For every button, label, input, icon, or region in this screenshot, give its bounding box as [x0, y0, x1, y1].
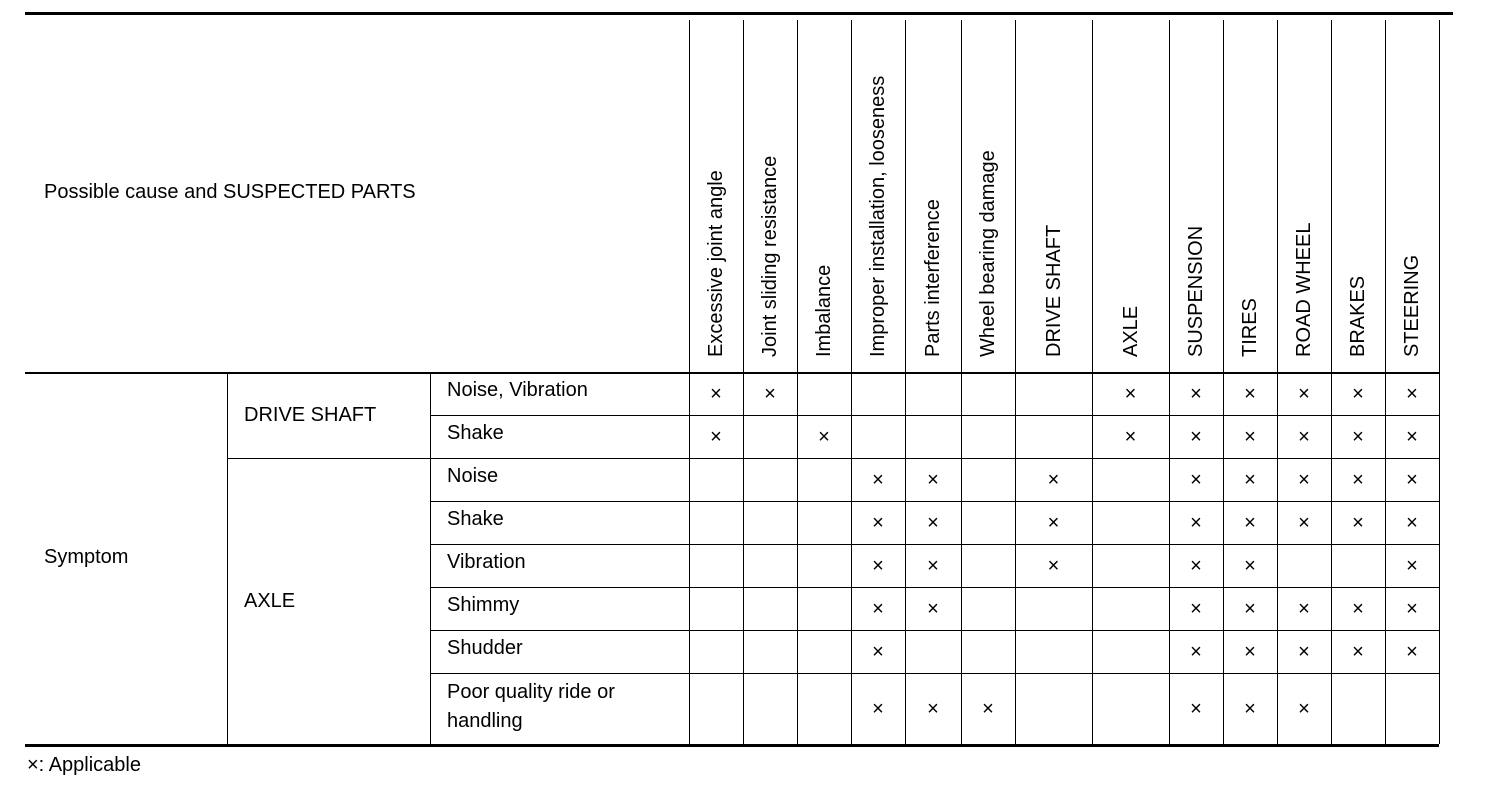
- mark-column-divider: [743, 20, 744, 744]
- applicable-mark: ×: [982, 697, 994, 720]
- symptom-label: Symptom: [44, 546, 129, 568]
- header-bottom-rule: [25, 372, 1439, 374]
- applicable-mark: ×: [1124, 425, 1137, 448]
- mark-column-divider: [1331, 20, 1332, 744]
- applicable-mark: ×: [1406, 511, 1418, 534]
- applicable-mark: ×: [1190, 468, 1202, 491]
- applicable-mark: ×: [764, 382, 776, 405]
- row-divider: [430, 630, 1439, 631]
- applicable-mark: ×: [1190, 697, 1202, 720]
- applicable-mark: ×: [1298, 468, 1310, 491]
- mark-column-divider: [1169, 20, 1170, 744]
- row-label: Noise: [447, 465, 499, 487]
- group-divider: [227, 458, 430, 459]
- applicable-mark: ×: [1047, 554, 1060, 577]
- row-divider: [430, 501, 1439, 502]
- applicable-mark: ×: [1352, 640, 1364, 663]
- mark-column-divider: [1223, 20, 1224, 744]
- applicable-mark: ×: [927, 468, 939, 491]
- mark-column-divider: [905, 20, 906, 744]
- applicable-mark: ×: [818, 425, 830, 448]
- row-label: Shake: [447, 422, 504, 444]
- applicable-mark: ×: [927, 597, 939, 620]
- applicable-mark: ×: [872, 468, 884, 491]
- applicable-mark: ×: [927, 697, 939, 720]
- applicable-mark: ×: [1298, 382, 1310, 405]
- row-divider: [430, 415, 1439, 416]
- applicable-mark: ×: [1047, 511, 1060, 534]
- applicable-mark: ×: [1352, 468, 1364, 491]
- applicable-mark: ×: [1124, 382, 1137, 405]
- column-header: Wheel bearing damage: [977, 150, 999, 357]
- applicable-mark: ×: [1298, 425, 1310, 448]
- column-header: Excessive joint angle: [705, 170, 727, 357]
- applicable-mark: ×: [1244, 597, 1256, 620]
- column-header: Imbalance: [813, 264, 835, 357]
- table-header-label: Possible cause and SUSPECTED PARTS: [44, 181, 416, 203]
- applicable-mark: ×: [1190, 640, 1202, 663]
- column-header: Improper installation, looseness: [867, 75, 889, 357]
- applicable-mark: ×: [1190, 511, 1202, 534]
- applicable-mark: ×: [872, 554, 884, 577]
- column-header: Joint sliding resistance: [759, 155, 781, 357]
- row-label: Shudder: [447, 637, 523, 659]
- applicable-mark: ×: [927, 554, 939, 577]
- row-label: Shake: [447, 508, 504, 530]
- applicable-mark: ×: [1298, 511, 1310, 534]
- mark-column-divider: [689, 20, 690, 744]
- applicable-mark: ×: [1244, 697, 1256, 720]
- applicable-mark: ×: [872, 697, 884, 720]
- applicable-mark: ×: [1190, 597, 1202, 620]
- applicable-mark: ×: [1244, 382, 1256, 405]
- applicable-mark: ×: [1406, 554, 1418, 577]
- applicable-mark: ×: [1190, 554, 1202, 577]
- mark-column-divider: [1015, 20, 1016, 744]
- applicable-mark: ×: [1190, 382, 1202, 405]
- applicable-mark: ×: [710, 425, 722, 448]
- column-header: AXLE: [1119, 305, 1142, 357]
- mark-column-divider: [1092, 20, 1093, 744]
- applicable-mark: ×: [1244, 511, 1256, 534]
- applicable-mark: ×: [1298, 640, 1310, 663]
- applicable-mark: ×: [1298, 697, 1310, 720]
- applicable-mark: ×: [1352, 511, 1364, 534]
- mark-column-divider: [1439, 20, 1440, 744]
- applicable-mark: ×: [1244, 554, 1256, 577]
- row-divider: [430, 544, 1439, 545]
- column-header: Parts interference: [922, 199, 944, 357]
- mark-column-divider: [961, 20, 962, 744]
- column-header: SUSPENSION: [1185, 225, 1207, 357]
- applicable-mark: ×: [1406, 382, 1418, 405]
- mark-column-divider: [797, 20, 798, 744]
- applicable-mark: ×: [1047, 468, 1060, 491]
- applicable-mark: ×: [1406, 597, 1418, 620]
- applicable-mark: ×: [1244, 468, 1256, 491]
- legend: ×: Applicable: [27, 754, 141, 776]
- column-header: STEERING: [1401, 254, 1423, 357]
- group-label: DRIVE SHAFT: [244, 404, 377, 426]
- row-divider: [430, 587, 1439, 588]
- column-header: TIRES: [1239, 298, 1261, 357]
- applicable-mark: ×: [1352, 597, 1364, 620]
- applicable-mark: ×: [1406, 425, 1418, 448]
- applicable-mark: ×: [872, 640, 884, 663]
- group-label: AXLE: [244, 590, 296, 612]
- applicable-mark: ×: [1244, 640, 1256, 663]
- table-bottom-rule: [25, 744, 1439, 747]
- applicable-mark: ×: [1190, 425, 1202, 448]
- applicable-mark: ×: [1244, 425, 1256, 448]
- applicable-mark: ×: [1406, 468, 1418, 491]
- table-top-rule: [25, 12, 1453, 15]
- applicable-mark: ×: [710, 382, 722, 405]
- applicable-mark: ×: [1352, 425, 1364, 448]
- row-column-divider: [430, 372, 431, 744]
- row-divider: [430, 673, 1439, 674]
- row-label: Noise, Vibration: [447, 379, 588, 401]
- applicable-mark: ×: [1298, 597, 1310, 620]
- column-header: BRAKES: [1347, 275, 1369, 357]
- column-header: DRIVE SHAFT: [1042, 224, 1065, 357]
- row-label: Vibration: [447, 551, 526, 573]
- row-divider: [430, 458, 1439, 459]
- column-header: ROAD WHEEL: [1293, 222, 1315, 357]
- applicable-mark: ×: [1352, 382, 1364, 405]
- row-label: Poor quality ride or handling: [447, 681, 615, 732]
- mark-column-divider: [851, 20, 852, 744]
- applicable-mark: ×: [872, 597, 884, 620]
- mark-column-divider: [1385, 20, 1386, 744]
- applicable-mark: ×: [927, 511, 939, 534]
- row-label: Shimmy: [447, 594, 520, 616]
- group-column-divider: [227, 372, 228, 744]
- mark-column-divider: [1277, 20, 1278, 744]
- applicable-mark: ×: [1406, 640, 1418, 663]
- applicable-mark: ×: [872, 511, 884, 534]
